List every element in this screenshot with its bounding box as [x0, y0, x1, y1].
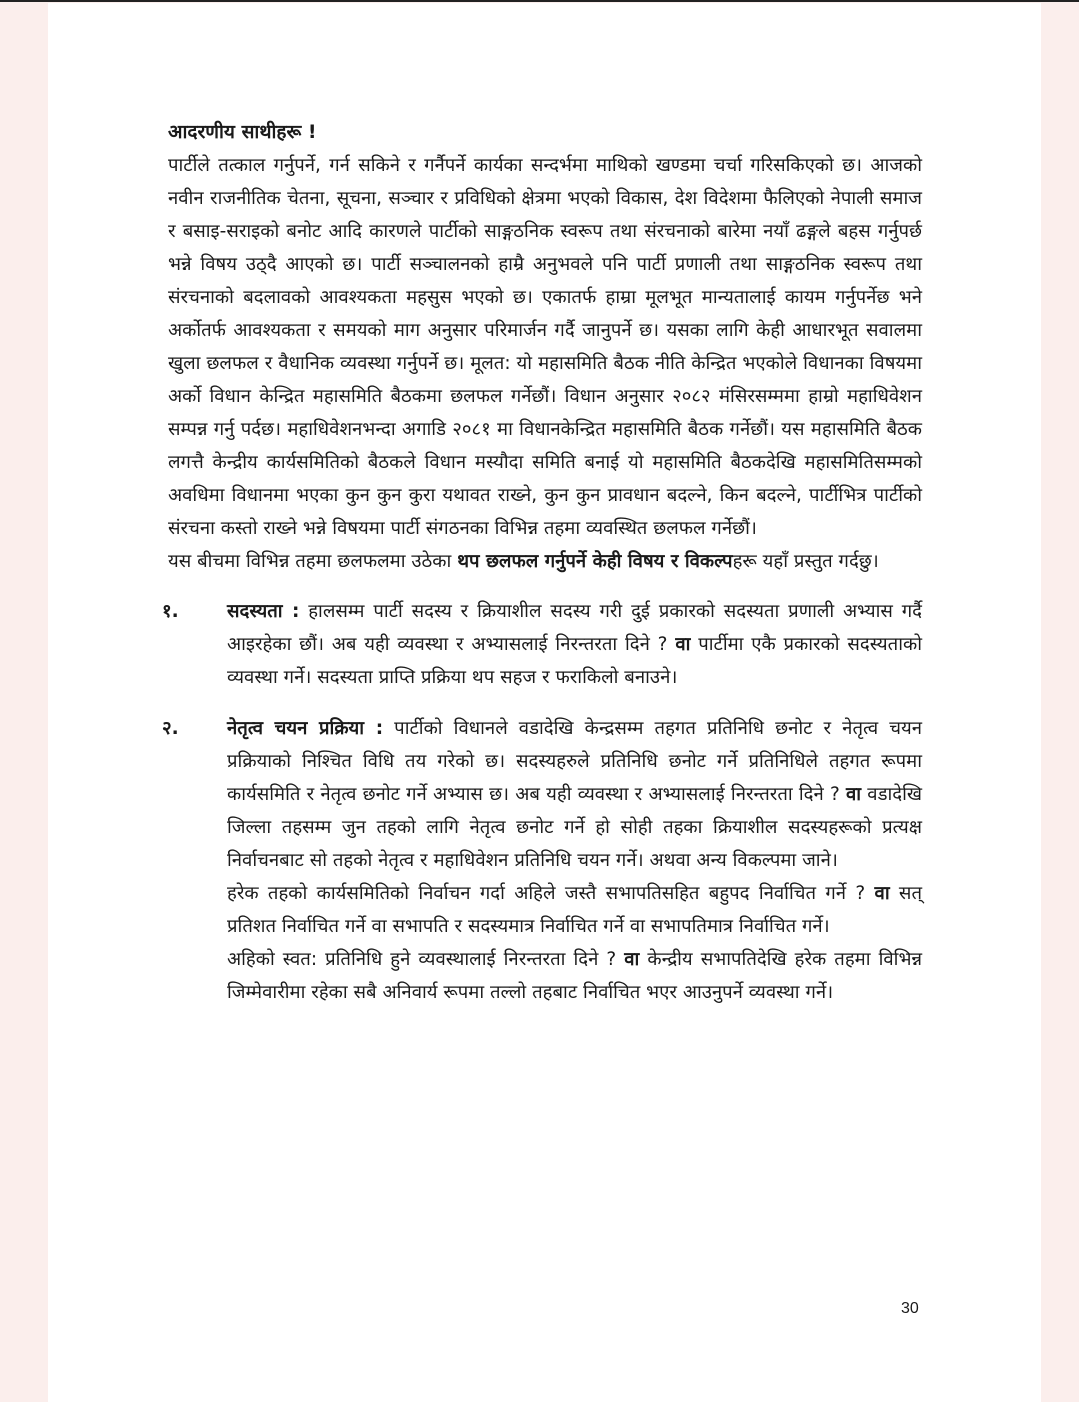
leadership-text	[227, 712, 922, 877]
leadership-sub2	[227, 943, 922, 1009]
leadership-sub1-b: सत् प्रतिशत निर्वाचित गर्ने वा सभापति र सदस्यमात्र निर्वाचित गर्ने वा सभापतिमात्र निर्वाचित गर्ने।	[227, 883, 922, 937]
list-item-number: १.	[162, 601, 179, 622]
list-item-leadership	[162, 712, 923, 1009]
topics-intro-post: हरू यहाँ प्रस्तुत गर्दछु।	[732, 551, 879, 572]
top-border	[0, 0, 1079, 2]
leadership-sub2-or: वा	[624, 949, 640, 970]
list-item-membership	[162, 595, 922, 694]
topics-intro-pre: यस बीचमा विभिन्न तहमा छलफलमा उठेका	[168, 551, 458, 572]
topics-intro-bold: थप छलफल गर्नुपर्ने केही विषय र विकल्प	[457, 551, 733, 572]
membership-text-a: हालसम्म पार्टी सदस्य र क्रियाशील सदस्य गरी दुई प्रकारको सदस्यता प्रणाली अभ्यास गर्दै आइरहेका छौं। अब यही व्यवस्था र अभ्यासलाई निरन्तरता दिने ?	[227, 601, 922, 655]
membership-or: वा	[675, 634, 691, 655]
list-item-number: २.	[162, 718, 179, 739]
leadership-sub2-b: केन्द्रीय सभापतिदेखि हरेक तहमा विभिन्न जिम्मेवारीमा रहेका सबै अनिवार्य रूपमा तल्लो तहबाट निर्वाचित भएर आउनुपर्ने व्यवस्था गर्ने।	[227, 949, 922, 1003]
section-heading: आदरणीय साथीहरू !	[168, 121, 317, 143]
document-page	[48, 3, 1041, 1402]
intro-paragraph: पार्टीले तत्काल गर्नुपर्ने, गर्न सकिने र गर्नैपर्ने कार्यका सन्दर्भमा माथिको खण्डमा चर्चा गरिसकिएको छ। आजको नवीन राजनीतिक चेतना, सूचना, सञ्चार र प्रविधिको क्षेत्रमा भएको विकास, देश विदेशमा फैलिएको नेपाली समाज र बसाइ-सराइको बनोट आदि कारणले पार्टीको साङ्गठनिक स्वरूप तथा संरचनाको बारेमा नयाँ ढङ्गले बहस गर्नुपर्छ भन्ने विषय उठ्दै आएको छ। पार्टी सञ्चालनको हाम्रै अनुभवले पनि पार्टी प्रणाली तथा साङ्गठनिक स्वरूप तथा संरचनाको बदलावको आवश्यकता महसुस भएको छ। एकातर्फ हाम्रा मूलभूत मान्यतालाई कायम गर्नुपर्नेछ भने अर्कोतर्फ आवश्यकता र समयको माग अनुसार परिमार्जन गर्दै जानुपर्ने छ। यसका लागि केही आधारभूत सवालमा खुला छलफल र वैधानिक व्यवस्था गर्नुपर्ने छ। मूलत: यो महासमिति बैठक नीति केन्द्रित भएकोले विधानका विषयमा अर्को विधान केन्द्रित महासमिति बैठकमा छलफल गर्नेछौं। विधान अनुसार २०८२ मंसिरसम्ममा हाम्रो महाधिवेशन सम्पन्न गर्नु पर्दछ। महाधिवेशनभन्दा अगाडि २०८१ मा विधानकेन्द्रित महासमिति बैठक गर्नेछौं। यस महासमिति बैठक लगत्तै केन्द्रीय कार्यसमितिको बैठकले विधान मस्यौदा समिति बनाई यो महासमिति बैठकदेखि महासमितिसम्मको अवधिमा विधानमा भएका कुन कुन कुरा यथावत राख्ने, कुन कुन प्रावधान बदल्ने, किन बदल्ने, पार्टीभित्र पार्टीको संरचना कस्तो राख्ने भन्ने विषयमा पार्टी संगठनका विभिन्न तहमा व्यवस्थित छलफल गर्नेछौं।	[168, 155, 922, 539]
leadership-sub1-a: हरेक तहको कार्यसमितिको निर्वाचन गर्दा अहिले जस्तै सभापतिसहित बहुपद निर्वाचित गर्ने ?	[227, 883, 875, 904]
leadership-text-b: वडादेखि जिल्ला तहसम्म जुन तहको लागि नेतृत्व छनोट गर्ने हो सोही तहका क्रियाशील सदस्यहरूको प्रत्यक्ष निर्वाचनबाट सो तहको नेतृत्व र महाधिवेशन प्रतिनिधि चयन गर्ने। अथवा अन्य विकल्पमा जाने।	[227, 784, 923, 871]
leadership-sub1	[227, 877, 922, 943]
membership-text	[227, 595, 922, 694]
page-content	[162, 116, 923, 1027]
membership-title: सदस्यता :	[227, 601, 300, 622]
page-number: 30	[901, 1300, 919, 1317]
leadership-or: वा	[846, 784, 862, 805]
leadership-title: नेतृत्व चयन प्रक्रिया :	[227, 718, 384, 739]
leadership-sub1-or: वा	[874, 883, 890, 904]
leadership-text-a: पार्टीको विधानले वडादेखि केन्द्रसम्म तहगत प्रतिनिधि छनोट र नेतृत्व चयन प्रक्रियाको निश्चित विधि तय गरेको छ। सदस्यहरुले प्रतिनिधि छनोट गर्ने प्रतिनिधिले तहगत रूपमा कार्यसमिति र नेतृत्व छनोट गर्ने अभ्यास छ। अब यही व्यवस्था र अभ्यासलाई निरन्तरता दिने ?	[227, 718, 923, 805]
topics-intro-paragraph	[168, 545, 922, 578]
leadership-sub2-a: अहिको स्वत: प्रतिनिधि हुने व्यवस्थालाई निरन्तरता दिने ?	[227, 949, 625, 970]
membership-text-b: पार्टीमा एकै प्रकारको सदस्यताको व्यवस्था गर्ने। सदस्यता प्राप्ति प्रक्रिया थप सहज र फराकिलो बनाउने।	[227, 634, 922, 688]
